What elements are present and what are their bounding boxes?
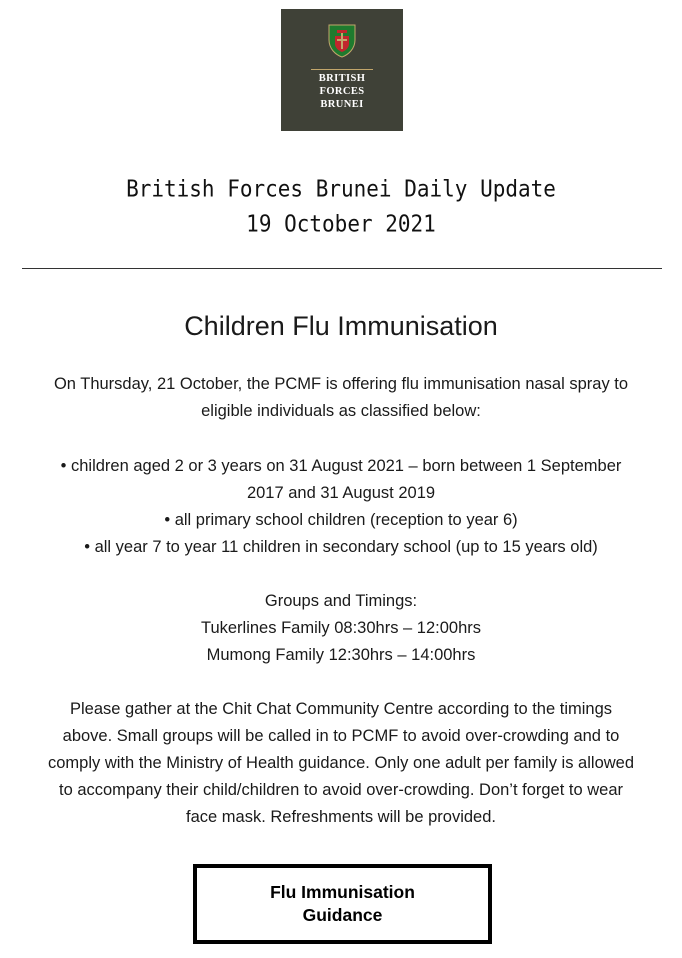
intro-paragraph <box>14 371 668 425</box>
notice-line: to accompany their child/children to avoid over-crowding. Don’t forget to wear <box>58 781 624 799</box>
group-timing: Mumong Family 12:30hrs – 14:00hrs <box>206 646 476 664</box>
list-item: • all year 7 to year 11 children in secondary school (up to 15 years old) <box>84 538 598 556</box>
group-timing: Tukerlines Family 08:30hrs – 12:00hrs <box>200 619 482 637</box>
intro-line: On Thursday, 21 October, the PCMF is offering flu immunisation nasal spray to <box>53 375 629 393</box>
logo-line: FORCES <box>319 86 365 97</box>
logo-divider <box>311 69 373 70</box>
notice-line: comply with the Ministry of Health guidance. Only one adult per family is allowed <box>47 754 635 772</box>
list-item: • all primary school children (reception to year 6) <box>164 511 518 529</box>
notice-line: Please gather at the Chit Chat Community Centre according to the timings <box>69 700 613 718</box>
notice-paragraph <box>14 696 668 831</box>
regimental-crest-icon <box>327 24 357 58</box>
intro-line: eligible individuals as classified below: <box>201 402 481 420</box>
page-title <box>0 172 682 241</box>
list-item: • children aged 2 or 3 years on 31 August 2021 – born between 1 September <box>60 457 622 475</box>
list-item: 2017 and 31 August 2019 <box>246 484 436 502</box>
notice-line: face mask. Refreshments will be provided. <box>186 808 496 826</box>
logo-line: BRUNEI <box>320 99 364 110</box>
page-title-line: British Forces Brunei Daily Update <box>126 175 556 203</box>
button-label: Guidance <box>302 905 383 925</box>
article-title: Children Flu Immunisation <box>184 311 498 341</box>
notice-line: above. Small groups will be called in to PCMF to avoid over-crowding and to <box>62 727 620 745</box>
groups-heading: Groups and Timings: <box>264 592 418 610</box>
button-label: Flu Immunisation <box>270 882 415 902</box>
brand-logo <box>281 9 403 131</box>
page-date: 19 October 2021 <box>246 210 436 237</box>
logo-wordmark <box>281 72 403 111</box>
eligibility-list <box>14 453 668 561</box>
groups-and-timings <box>14 588 668 669</box>
logo-line: BRITISH <box>318 73 366 84</box>
flu-guidance-button[interactable] <box>193 864 492 944</box>
header-divider <box>22 268 662 269</box>
